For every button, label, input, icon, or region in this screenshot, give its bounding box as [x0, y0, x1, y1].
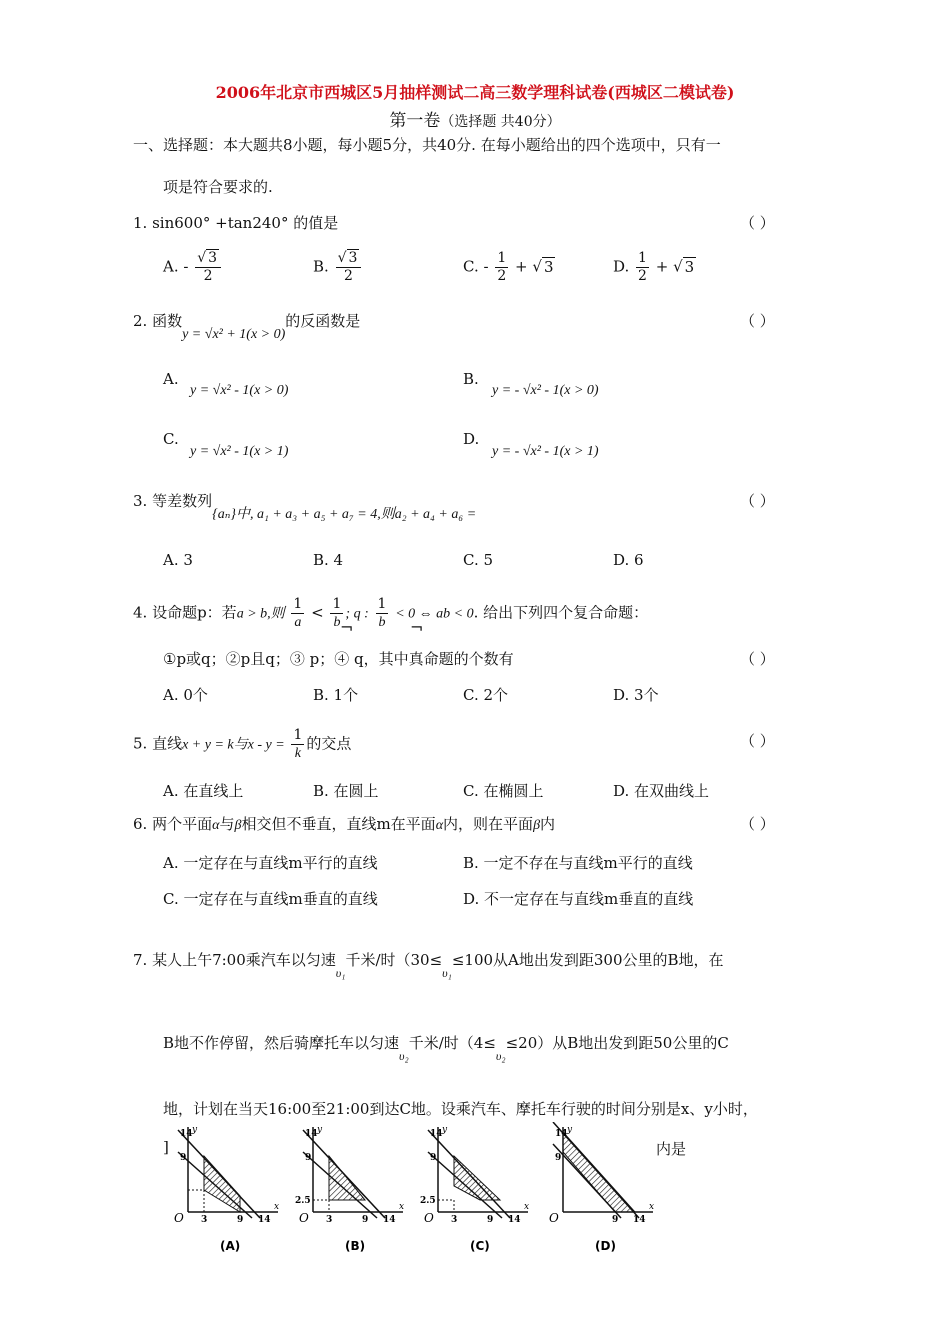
fig-c-axis-x: x: [524, 1202, 530, 1212]
part-title: 第一卷: [389, 111, 441, 131]
q3-option-a: A. 3: [163, 551, 193, 569]
q2-answer-paren: （ ）: [740, 312, 775, 330]
fig-a-tick-3: 3: [201, 1215, 208, 1225]
fig-d-axis-y: y: [567, 1125, 573, 1135]
section-intro-line2: 项是符合要求的.: [163, 178, 273, 196]
exam-title: 2006年北京市西城区5月抽样测试二高三数学理科试卷(西城区二模试卷): [215, 83, 735, 102]
q2-d-label: D.: [463, 430, 480, 448]
q7-line2: B地不作停留，然后骑摩托车以匀速$_{\upsilon_2}$千米/时$(4\le_{\upsilon_2}\le 20)$从B地出发到距50公里的C: [163, 1034, 729, 1063]
fig-c-tick-14x: 14: [508, 1215, 521, 1225]
q3-option-d: D. 6: [613, 551, 644, 569]
q1-option-c: C. - $\frac{1}{2}$ + √ 3: [463, 250, 554, 284]
q4-option-a: A. 0个: [163, 686, 208, 704]
q4-frac-b-2: $\frac{1}{b}$: [377, 596, 387, 630]
q1-b-label: B.: [313, 257, 329, 276]
fig-c-origin: O: [424, 1211, 434, 1225]
fig-a-tick-9x: 9: [237, 1215, 244, 1225]
q5-frac: $\frac{1}{k}$: [293, 727, 303, 761]
fig-b-tick-9: 9: [305, 1153, 312, 1163]
q1-d-label: D.: [613, 257, 630, 276]
q4-line2: ①p或q；②p且q；③ p；④ q，其中真命题的个数有: [163, 650, 514, 668]
q2-b-label: B.: [463, 370, 479, 388]
fig-b-tick-3: 3: [326, 1215, 333, 1225]
fig-d-tick-14: 14: [555, 1129, 568, 1139]
q1-answer-paren: （ ）: [740, 214, 775, 232]
fig-b-tick-14: 14: [305, 1129, 318, 1139]
fig-b-axis-y: y: [317, 1125, 323, 1135]
q3-stem: 3. 等差数列{aₙ}中, a₁ + a₃ + a₅ + a₇ = 4,则a₂ + a₄ + a₆ =: [133, 492, 477, 522]
fig-c-tick-14: 14: [430, 1129, 443, 1139]
fig-d-origin: O: [549, 1211, 559, 1225]
q6-option-d: D. 不一定存在与直线m垂直的直线: [463, 890, 694, 908]
q4-frac-a: $\frac{1}{a}$: [293, 596, 303, 630]
fig-d-tick-9x: 9: [612, 1215, 619, 1225]
fig-a-tick-14x: 14: [258, 1215, 271, 1225]
q1-a-label: A. -: [163, 257, 189, 276]
q3-option-b: B. 4: [313, 551, 344, 569]
part-heading: [0, 106, 950, 131]
fig-b-tick-9x: 9: [362, 1215, 369, 1225]
q2-c-formula: y = √x² - 1(x > 1): [190, 444, 289, 459]
q3-option-c: C. 5: [463, 551, 494, 569]
fig-b-tick-14x: 14: [383, 1215, 396, 1225]
q2-b-formula: y = - √x² - 1(x > 0): [492, 383, 599, 398]
figure-b: [295, 1125, 404, 1253]
q2-a-label: A.: [163, 370, 179, 388]
fig-d-tick-14x: 14: [633, 1215, 646, 1225]
q7-line1: 7. 某人上午7:00乘汽车以匀速$_{\upsilon_1}$千米/时（$30\le_{\upsilon_1}\le 100$从A地出发到距300公里的B地，在: [133, 951, 724, 980]
fig-c-label: (C): [470, 1239, 490, 1253]
q1-d-fraction: $\frac{1}{2}$: [638, 250, 647, 284]
q5-option-d: D. 在双曲线上: [613, 782, 710, 800]
q1-option-b: [313, 250, 363, 285]
fig-b-tick-25: 2.5: [295, 1196, 311, 1206]
q4-answer-paren: （ ）: [740, 650, 775, 668]
q4-option-c: C. 2个: [463, 686, 509, 704]
q3-answer-paren: （ ）: [740, 492, 775, 510]
q5-option-c: C. 在椭圆上: [463, 782, 544, 800]
q1-c-label: C. -: [463, 257, 489, 276]
fig-c-axis-y: y: [442, 1125, 448, 1135]
q2-c-label: C.: [163, 430, 179, 448]
q4-option-d: D. 3个: [613, 686, 659, 704]
q1-c-fraction: $\frac{1}{2}$: [497, 250, 507, 284]
q1-a-fraction: $\frac{√ 3}{2}$: [195, 250, 221, 285]
q6-option-b: B. 一定不存在与直线m平行的直线: [463, 854, 693, 872]
fig-a-axis-x: x: [274, 1202, 280, 1212]
fig-a-origin: O: [174, 1211, 184, 1225]
fig-a-tick-9: 9: [180, 1153, 187, 1163]
q7-figures: [160, 1122, 660, 1262]
part-note: （选择题 共40分）: [440, 114, 561, 130]
fig-c-tick-9: 9: [430, 1153, 437, 1163]
q2-stem: 2. 函数y = √x² + 1(x > 0)的反函数是: [133, 312, 361, 342]
q3-stem-formula: {aₙ}中, a₁ + a₃ + a₅ + a₇ = 4,则a₂ + a₄ + a₆ =: [212, 507, 477, 522]
q5-option-b: B. 在圆上: [313, 782, 379, 800]
q2-a-formula: y = √x² - 1(x > 0): [190, 383, 289, 398]
fig-c-tick-3: 3: [451, 1215, 458, 1225]
section-intro-line1: 一、选择题：本大题共8小题，每小题5分，共40分. 在每小题给出的四个选项中，只有一: [133, 136, 721, 154]
q1-b-fraction: $\frac{√ 3}{2}$: [336, 250, 362, 285]
q6-option-c: C. 一定存在与直线m垂直的直线: [163, 890, 378, 908]
fig-a-tick-14: 14: [180, 1129, 193, 1139]
q4-neg-symbol-2: ¬: [410, 618, 424, 637]
figure-c: [420, 1125, 529, 1253]
q6-stem: 6. 两个平面α与β相交但不垂直，直线m在平面α内，则在平面β内: [133, 815, 556, 833]
fig-d-tick-9: 9: [555, 1153, 562, 1163]
q1-stem: 1. sin600° +tan240° 的值是: [133, 214, 339, 232]
q1-option-a: [163, 250, 223, 285]
q7-line3: 地，计划在当天16:00至21:00到达C地。设乘汽车、摩托车行驶的时间分别是x、y小时，: [163, 1100, 758, 1118]
q2-stem-formula: y = √x² + 1(x > 0): [182, 327, 286, 342]
fig-b-axis-x: x: [399, 1202, 405, 1212]
fig-d-axis-x: x: [649, 1202, 655, 1212]
fig-a-label: (A): [220, 1239, 241, 1253]
fig-a-axis-y: y: [192, 1125, 198, 1135]
q7-line4-left: ]: [163, 1138, 169, 1156]
fig-b-label: (B): [345, 1239, 366, 1253]
q5-stem: 5. 直线x + y = k与x - y = $\frac{1}{k}$ 的交点: [133, 727, 352, 761]
fig-d-label: (D): [595, 1239, 616, 1253]
q1-option-d: D. $\frac{1}{2}$ + √ 3: [613, 250, 695, 284]
q2-d-formula: y = - √x² - 1(x > 1): [492, 444, 599, 459]
q4-stem: 4. 设命题p：若a > b,则 $\frac{1}{a}$ < $\frac{1}{b}$ ; q : $\frac{1}{b}$ < 0 ⇔ ab < 0. 给出下列四个复合命题：: [133, 596, 649, 630]
figure-a: [174, 1125, 279, 1253]
q5-option-a: A. 在直线上: [163, 782, 244, 800]
q7-line4-right: 内是: [656, 1140, 687, 1158]
q6-answer-paren: （ ）: [740, 815, 775, 833]
q4-neg-symbol-1: ¬: [340, 618, 354, 637]
fig-c-tick-25: 2.5: [420, 1196, 436, 1206]
fig-b-origin: O: [299, 1211, 309, 1225]
q4-frac-b-1: $\frac{1}{b}$: [332, 596, 342, 630]
figure-d: [549, 1122, 654, 1253]
fig-c-tick-9x: 9: [487, 1215, 494, 1225]
q5-answer-paren: （ ）: [740, 732, 775, 750]
q4-option-b: B. 1个: [313, 686, 359, 704]
q6-option-a: A. 一定存在与直线m平行的直线: [163, 854, 378, 872]
